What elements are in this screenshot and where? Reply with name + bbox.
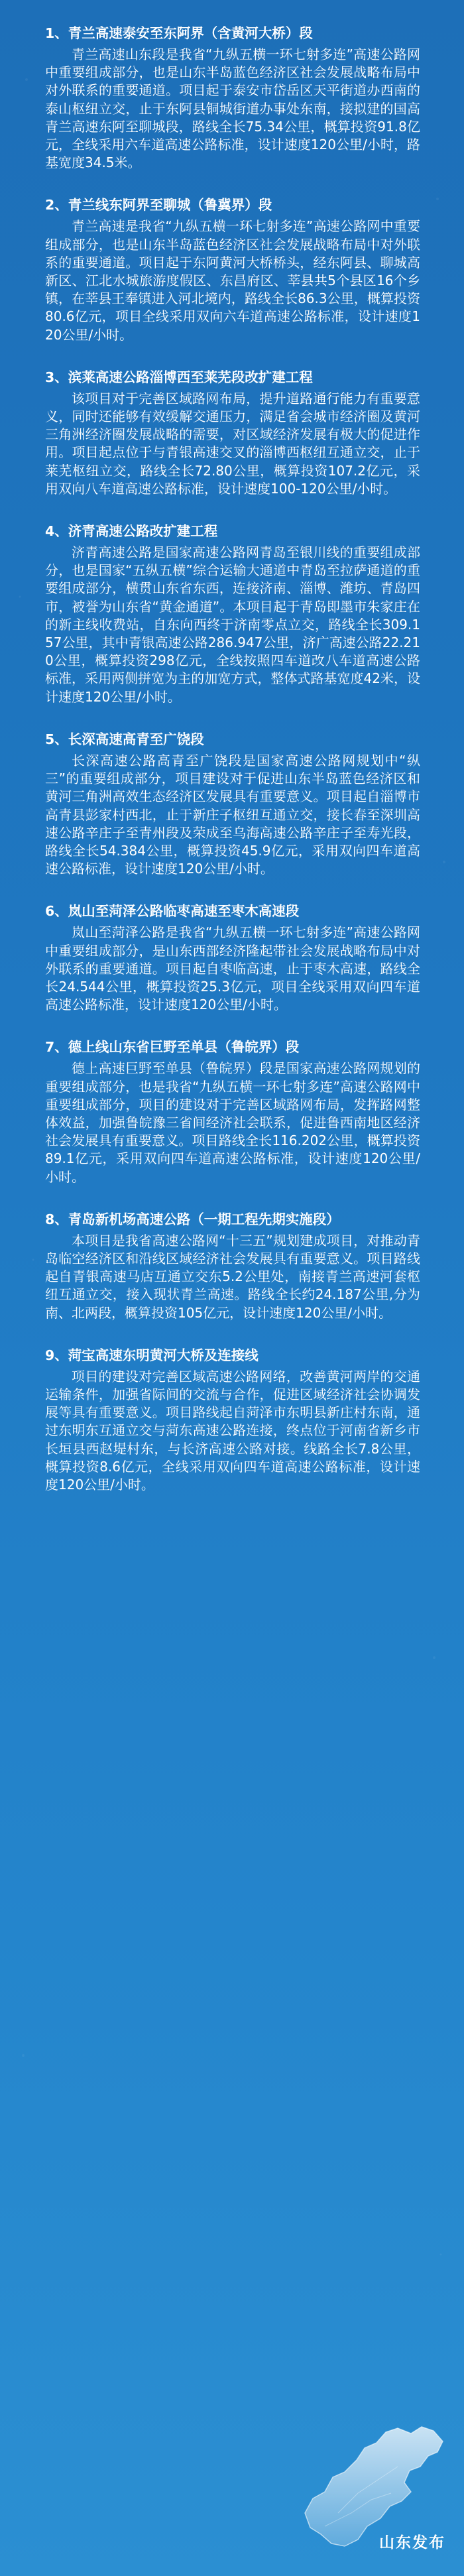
project-section-8: [45, 1209, 420, 1322]
section-body: 青兰高速山东段是我省“九纵五横一环七射多连”高速公路网中重要组成部分，也是山东半岛蓝色经济区社会发展战略布局中对外联系的重要通道。项目起于泰安市岱岳区天平街道办西南的泰山枢纽立交，止于东阿县铜城街道办事处东南，接拟建的国高青兰高速东阿至聊城段，路线全长75.34公里，概算投资91.8亿元，全线采用六车道高速公路标准，设计速度120公里/小时，路基宽度34.5米。: [45, 46, 420, 171]
section-body: 长深高速公路高青至广饶段是国家高速公路网规划中“纵三”的重要组成部分，项目建设对于促进山东半岛蓝色经济区和黄河三角洲高效生态经济区发展具有重要意义。项目起自淄博市高青县彭家村西北，止于新庄子枢纽互通立交，接长春至深圳高速公路辛庄子至青州段及荣成至乌海高速公路辛庄子至寿光段，路线全长54.384公里，概算投资45.9亿元，采用双向四车道高速公路标准，设计速度120公里/小时。: [45, 752, 420, 877]
section-body: 该项目对于完善区域路网布局，提升道路通行能力有重要意义，同时还能够有效缓解交通压力，满足省会城市经济圈及黄河三角洲经济圈发展战略的需要，对区域经济发展有极大的促进作用。项目起点位于与青银高速交叉的淄博西枢纽互通立交，止于莱芜枢纽立交，路线全长72.80公里，概算投资107.2亿元，采用双向八车道高速公路标准，设计速度100-120公里/小时。: [45, 390, 420, 497]
section-title: 2、青兰线东阿界至聊城（鲁冀界）段: [45, 197, 272, 214]
project-section-3: [45, 367, 420, 498]
section-body: 青兰高速是我省“九纵五横一环七射多连”高速公路网中重要组成部分，也是山东半岛蓝色经济区社会发展战略布局中对外联系的重要通道。项目起于东阿黄河大桥桥头，经东阿县、聊城高新区、江北水城旅游度假区、东昌府区、莘县共5个县区16个乡镇，在莘县王奉镇进入河北境内，路线全长86.3公里，概算投资80.6亿元，项目全线采用双向六车道高速公路标准，设计速度120公里/小时。: [45, 218, 420, 343]
section-body: 德上高速巨野至单县（鲁皖界）段是国家高速公路网规划的重要组成部分，也是我省“九纵五横一环七射多连”高速公路网中重要组成部分，项目的建设对于完善区域路网布局，发挥路网整体效益，加强鲁皖豫三省间经济社会联系，促进鲁西南地区经济社会发展具有重要意义。项目路线全长116.202公里，概算投资89.1亿元，采用双向四车道高速公路标准，设计速度120公里/小时。: [45, 1060, 420, 1185]
project-section-6: [45, 900, 420, 1014]
section-title: 7、德上线山东省巨野至单县（鲁皖界）段: [45, 1039, 300, 1056]
section-body: 济青高速公路是国家高速公路网青岛至银川线的重要组成部分，也是国家“五纵五横”综合运输大通道中青岛至拉萨通道的重要组成部分，横贯山东省东西，连接济南、淄博、潍坊、青岛四市，被誉为山东省“黄金通道”。本项目起于青岛即墨市朱家庄在的新主线收费站，自东向西终于济南零点立交，路线全长309.157公里，其中青银高速公路286.947公里，济广高速公路22.210公里，概算投资298亿元，全线按照四车道改八车道高速公路标准，采用两侧拼宽为主的加宽方式，整体式路基宽度42米，设计速度120公里/小时。: [45, 544, 420, 705]
project-section-1: [45, 23, 420, 172]
section-title: 3、滨莱高速公路淄博西至莱芜段改扩建工程: [45, 369, 313, 385]
section-title: 8、青岛新机场高速公路（一期工程先期实施段）: [45, 1211, 340, 1227]
section-title: 6、岚山至菏泽公路临枣高速至枣木高速段: [45, 903, 300, 920]
project-section-2: [45, 194, 420, 343]
section-title: 4、济青高速公路改扩建工程: [45, 523, 218, 540]
section-body: 岚山至菏泽公路是我省“九纵五横一环七射多连”高速公路网中重要组成部分，是山东西部经济隆起带社会发展战略布局中对外联系的重要通道。项目起自枣临高速，止于枣木高速，路线全长24.544公里，概算投资25.3亿元，项目全线采用双向四车道高速公路标准，设计速度120公里/小时。: [45, 924, 420, 1013]
section-body: 本项目是我省高速公路网“十三五”规划建成项目，对推动青岛临空经济区和沿线区域经济社会发展具有重要意义。项目路线起自青银高速马店互通立交东5.2公里处，南接青兰高速河套枢纽互通立交，接入现状青兰高速。路线全长约24.187公里,分为南、北两段，概算投资105亿元，设计速度120公里/小时。: [45, 1232, 420, 1321]
project-section-5: [45, 729, 420, 878]
project-section-7: [45, 1036, 420, 1186]
project-section-9: [45, 1345, 420, 1494]
article-content: [45, 23, 420, 1516]
section-title: 5、长深高速高青至广饶段: [45, 731, 204, 747]
shandong-fabu-logo: 山东发布: [379, 2534, 445, 2551]
section-title: 9、菏宝高速东明黄河大桥及连接线: [45, 1347, 259, 1363]
section-title: 1、青兰高速泰安至东阿界（含黄河大桥）段: [45, 25, 313, 41]
section-body: 项目的建设对完善区域高速公路网络，改善黄河两岸的交通运输条件，加强省际间的交流与合作，促进区域经济社会协调发展等具有重要意义。项目路线起自菏泽市东明县新庄村东南，通过东明东互通立交与菏东高速公路连接，终点位于河南省新乡市长垣县西赵堤村东，与长济高速公路对接。线路全长7.8公里，概算投资8.6亿元，全线采用双向四车道高速公路标准，设计速度120公里/小时。: [45, 1368, 420, 1493]
project-section-4: [45, 521, 420, 706]
